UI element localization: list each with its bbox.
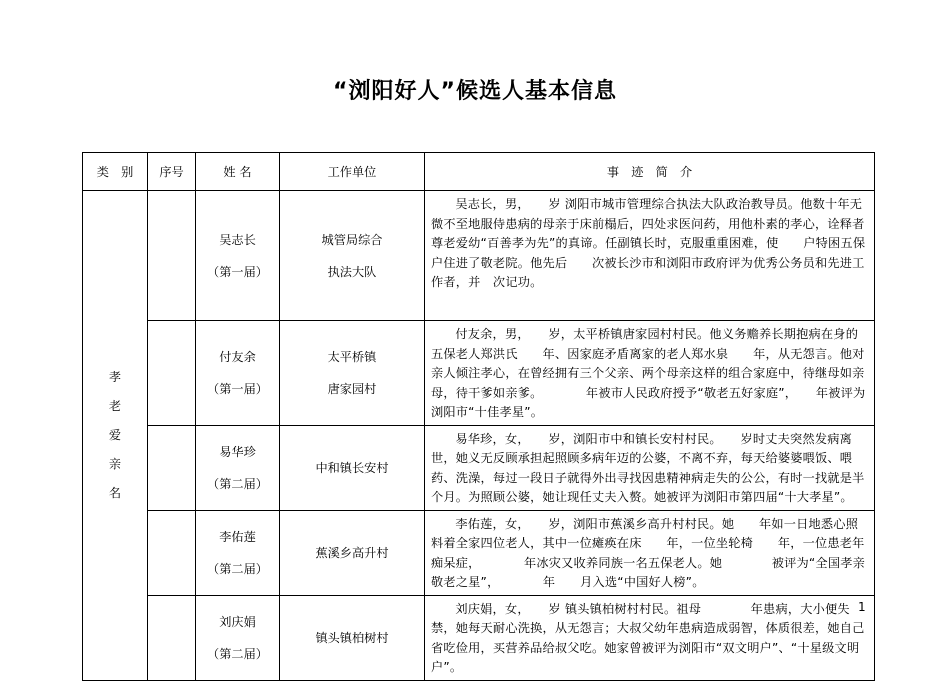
unit-line: 中和镇长安村 <box>315 461 389 475</box>
candidate-session: （第二届） <box>207 476 268 491</box>
candidate-session: （第一届） <box>207 264 268 279</box>
deeds-cell: 刘庆娟，女， 岁 镇头镇柏树村村民。祖母 年患病，大小便失禁，她每天耐心洗换，从无怨言；大叔父幼年患病造成弱智，体质很差，她自己省吃俭用，买营养品给叔父吃。她家曾被评为浏阳市“双文明户”、“十星级文明户”。 <box>425 595 875 680</box>
deeds-cell: 吴志长，男， 岁 浏阳市城市管理综合执法大队政治教导员。他数十年无微不至地服侍患病的母亲于床前榻后，四处求医问药，用他朴素的孝心，诠释者尊老爱幼“百善孝为先”的真谛。任副镇长时，克服重重困难，使 户特困五保户住进了敬老院。他先后 次被长沙市和浏阳市政府评为优秀公务员和先进工作者，并 次记功。 <box>425 191 875 321</box>
deeds-cell: 易华珍，女， 岁，浏阳市中和镇长安村村民。 岁时丈夫突然发病离世，她义无反顾承担起照顾多病年迈的公婆，不离不弃，每天给婆婆喂饭、喂药、洗澡，每过一段日子就得外出寻找因患精神病走失的公公，有时一找就是半个月。为照顾公婆，她让现任丈夫入赘。她被评为浏阳市第四届“十大孝星”。 <box>425 425 875 510</box>
seq-cell <box>148 595 196 680</box>
category-char: 亲 <box>108 456 122 471</box>
unit-line: 唐家园村 <box>327 381 377 396</box>
header-deeds: 事 迹 简 介 <box>425 153 875 191</box>
unit-cell <box>280 321 425 426</box>
candidate-name: 刘庆娟 <box>219 614 256 629</box>
candidate-name: 付友余 <box>219 349 256 364</box>
name-cell <box>196 321 280 426</box>
header-seq: 序号 <box>148 153 196 191</box>
unit-cell <box>280 510 425 595</box>
table-row <box>83 510 875 595</box>
unit-cell <box>280 595 425 680</box>
name-cell <box>196 595 280 680</box>
table-header-row <box>83 153 875 191</box>
candidate-session: （第一届） <box>207 381 268 396</box>
seq-cell <box>148 425 196 510</box>
header-unit: 工作单位 <box>280 153 425 191</box>
seq-cell <box>148 321 196 426</box>
table-row <box>83 321 875 426</box>
table-row <box>83 425 875 510</box>
page-number: 1 <box>858 600 866 614</box>
candidate-session: （第二届） <box>207 561 268 576</box>
candidate-name: 易华珍 <box>219 444 256 459</box>
category-char: 名 <box>108 485 122 500</box>
category-char: 爱 <box>108 427 122 442</box>
header-category: 类 别 <box>83 153 148 191</box>
header-name: 姓 名 <box>196 153 280 191</box>
name-cell <box>196 191 280 321</box>
unit-line: 蕉溪乡高升村 <box>315 546 389 560</box>
category-cell <box>83 191 148 681</box>
name-cell <box>196 510 280 595</box>
table-row <box>83 191 875 321</box>
deeds-cell: 李佑莲，女， 岁，浏阳市蕉溪乡高升村村民。她 年如一日地悉心照料着全家四位老人，其中一位瘫痪在床 年，一位坐轮椅 年，一位患老年痴呆症， 年冰灾又收养同族一名五保老人。她 被评为“全国孝亲敬老之星”， 年 月入选“中国好人榜”。 <box>425 510 875 595</box>
category-char: 孝 <box>108 369 122 384</box>
unit-line: 执法大队 <box>327 264 377 279</box>
name-cell <box>196 425 280 510</box>
category-char: 老 <box>108 398 122 413</box>
unit-line: 镇头镇柏树村 <box>315 631 389 645</box>
candidate-name: 李佑莲 <box>219 529 256 544</box>
seq-cell <box>148 510 196 595</box>
unit-line: 城管局综合 <box>321 232 383 247</box>
unit-cell <box>280 191 425 321</box>
unit-line: 太平桥镇 <box>327 349 377 364</box>
candidate-name: 吴志长 <box>219 232 256 247</box>
table-row <box>83 595 875 680</box>
candidate-table <box>82 152 875 681</box>
deeds-cell: 付友余，男， 岁，太平桥镇唐家园村村民。他义务赡养长期抱病在身的五保老人郑洪氏 年、因家庭矛盾离家的老人郑水泉 年，从无怨言。他对亲人倾注孝心，在曾经拥有三个父亲、两个母亲这样的组合家庭中，待继母如亲母，待干爹如亲爹。 年被市人民政府授予“敬老五好家庭”， 年被评为浏阳市“十佳孝星”。 <box>425 321 875 426</box>
document-title: “浏阳好人”候选人基本信息 <box>333 79 617 104</box>
seq-cell <box>148 191 196 321</box>
candidate-session: （第二届） <box>207 646 268 661</box>
unit-cell <box>280 425 425 510</box>
